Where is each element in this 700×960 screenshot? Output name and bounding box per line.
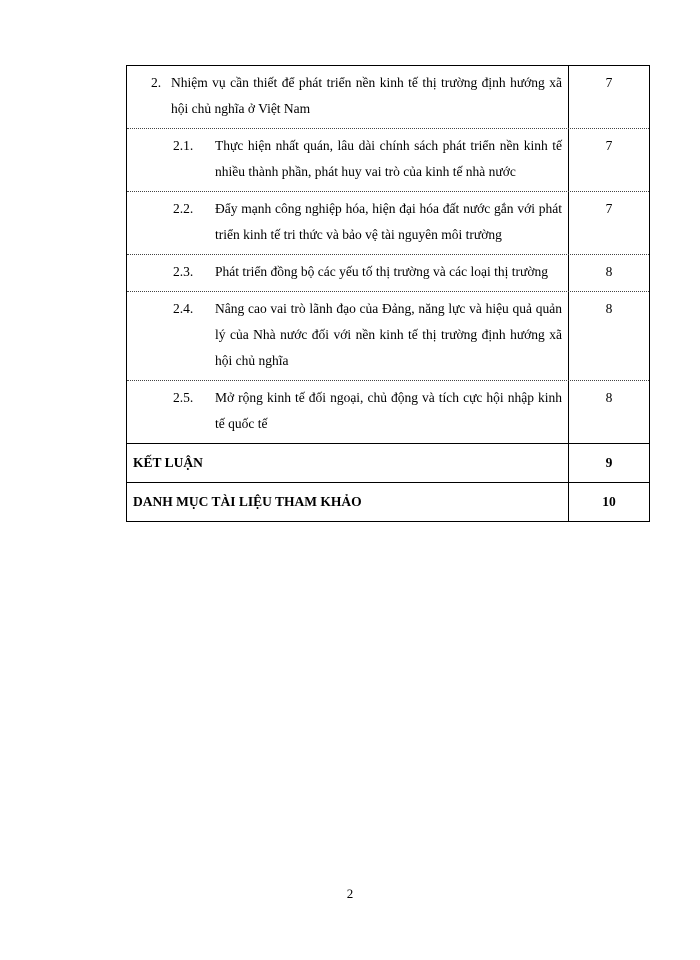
toc-entry-title: Phát triển đồng bộ các yếu tố thị trường và các loại thị trường <box>215 264 548 279</box>
table-of-contents <box>126 65 650 522</box>
toc-entry-title: Nâng cao vai trò lãnh đạo của Đảng, năng lực và hiệu quả quản lý của Nhà nước đối với nền kinh tế thị trường định hướng xã hội chủ nghĩa <box>215 301 562 368</box>
toc-entry-number: 2.5. <box>173 390 194 405</box>
toc-row-2-1 <box>127 128 649 191</box>
toc-entry-number: 2. <box>151 75 162 90</box>
toc-entry-title: Mở rộng kinh tế đối ngoại, chủ động và tích cực hội nhập kinh tế quốc tế <box>215 390 562 431</box>
toc-entry-page: 8 <box>605 264 613 279</box>
page-number: 2 <box>346 886 354 901</box>
toc-entry-page: 8 <box>605 390 613 405</box>
toc-entry-number: 2.2. <box>173 201 194 216</box>
toc-entry-title: KẾT LUẬN <box>127 444 569 482</box>
toc-entry-page: 7 <box>605 201 613 216</box>
toc-entry-number: 2.3. <box>173 264 194 279</box>
toc-entry-number: 2.4. <box>173 301 194 316</box>
toc-row-section-2 <box>127 66 649 128</box>
toc-entry-page: 10 <box>602 494 616 509</box>
toc-row-2-2 <box>127 191 649 254</box>
toc-entry-page: 7 <box>605 138 613 153</box>
toc-entry-title: Thực hiện nhất quán, lâu dài chính sách phát triển nền kinh tế nhiều thành phần, phát huy vai trò của kinh tế nhà nước <box>215 138 562 179</box>
toc-row-conclusion <box>127 443 649 482</box>
toc-row-2-3 <box>127 254 649 291</box>
toc-row-2-4 <box>127 291 649 380</box>
toc-entry-title: Đẩy mạnh công nghiệp hóa, hiện đại hóa đất nước gắn với phát triển kinh tế tri thức và bảo vệ tài nguyên môi trường <box>215 201 562 242</box>
toc-row-2-5 <box>127 380 649 443</box>
toc-entry-number: 2.1. <box>173 138 194 153</box>
toc-entry-page: 9 <box>605 455 613 470</box>
toc-entry-page: 7 <box>605 75 613 90</box>
toc-entry-title: DANH MỤC TÀI LIỆU THAM KHẢO <box>127 483 569 521</box>
toc-row-references <box>127 482 649 521</box>
toc-entry-page: 8 <box>605 301 613 316</box>
toc-entry-title: Nhiệm vụ cần thiết để phát triển nền kinh tế thị trường định hướng xã hội chủ nghĩa ở Việt Nam <box>171 75 562 116</box>
